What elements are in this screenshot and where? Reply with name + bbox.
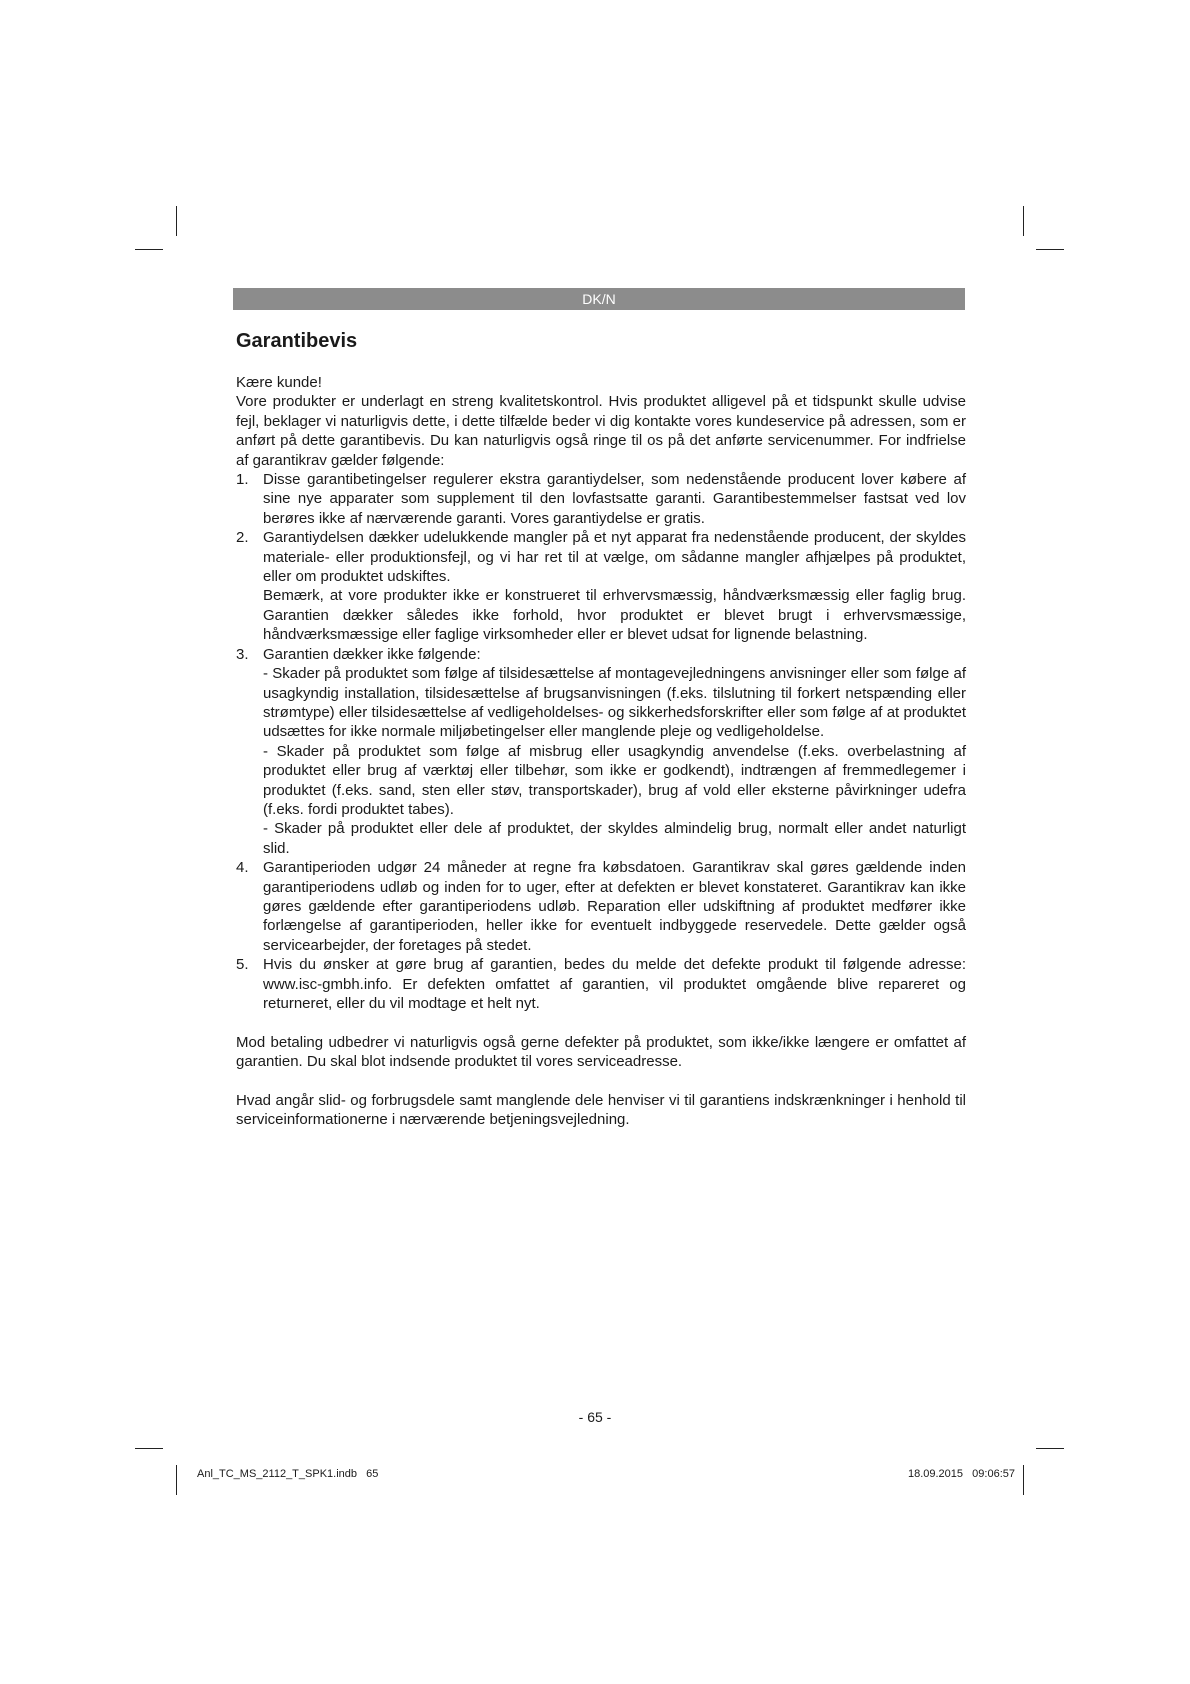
crop-mark-top-left-horizontal [135, 249, 163, 250]
page-title: Garantibevis [236, 330, 358, 352]
list-item-text: - Skader på produktet eller dele af produktet, der skyldes almindelig brug, normalt eller andet naturligt slid. [263, 820, 966, 857]
list-item-text: - Skader på produktet som følge af tilsidesættelse af montagevejledningens anvisninger eller som følge af usagkyndig installation, tilsidesættelse af brugsanvisningen (f.eks. tilslutning til forkert netspænding eller strømtype) eller tilsidesættelse af vedligeholdelses- og sikkerhedsforskrifter eller som følge af at produktet udsættes for ikke normale miljøbetingelser eller manglende pleje og vedligeholdelse. [263, 665, 966, 741]
intro-paragraph: Vore produkter er underlagt en streng kvalitetskontrol. Hvis produktet alligevel på et tidspunkt skulle udvise fejl, beklager vi naturligvis dette, i dette tilfælde beder vi dig kontakte vores kundeservice på adressen, som er anført på dette garantibevis. Du kan naturligvis også ringe til os på det anførte servicenummer. For indfrielse af garantikrav gælder følgende: [236, 393, 966, 469]
list-item-text: Garantiydelsen dækker udelukkende mangler på et nyt apparat fra nedenstående producent, der skyldes materiale- eller produktionsfejl, og vi har ret til at vælge, om sådanne mangler afhjælpes på produktet, eller om produktet udskiftes. [263, 529, 966, 586]
page-number: - 65 - [578, 1409, 612, 1425]
list-item [236, 470, 966, 528]
list-item-number: 4. [236, 859, 249, 877]
closing-paragraph-repairs: Mod betaling udbedrer vi naturligvis også gerne defekter på produktet, som ikke/ikke længere er omfattet af garantien. Du skal blot indsende produktet til vores serviceadresse. [236, 1033, 966, 1071]
warranty-conditions-list [236, 470, 966, 1013]
list-item [236, 528, 966, 644]
closing-paragraph-wear-parts: Hvad angår slid- og forbrugsdele samt manglende dele henviser vi til garantiens indskrænkninger i henhold til serviceinformationerne i nærværende betjeningsvejledning. [236, 1092, 966, 1129]
list-item-text: Disse garantibetingelser regulerer ekstra garantiydelser, som nedenstående producent lover købere af sine nye apparater som supplement til den lovfastsatte garanti. Garantibestemmelser fastsat ved lov berøres ikke af nærværende garanti. Vores garantiydelse er gratis. [263, 471, 966, 527]
list-item-number: 5. [236, 956, 249, 974]
list-item-text: Bemærk, at vore produkter ikke er konstrueret til erhvervsmæssig, håndværksmæssig eller faglig brug. Garantien dækker således ikke forhold, hvor produktet er blevet brugt i erhvervsmæssige, håndværksmæssige eller faglige virksomheder eller er blevet udsat for lignende belastning. [263, 587, 966, 644]
list-item [236, 858, 966, 955]
list-item-text: Hvis du ønsker at gøre brug af garantien, bedes du melde det defekte produkt til følgende adresse: www.isc-gmbh.info. Er defekten omfattet af garantien, vil produktet omgående blive repareret og returneret, eller du vil modtage et helt nyt. [263, 956, 966, 1012]
list-item-text: Garantiperioden udgør 24 måneder at regne fra købsdatoen. Garantikrav skal gøres gældende inden garantiperiodens udløb og inden for to uger, efter at defekten er blevet konstateret. Garantikrav kan ikke gøres gældende efter garantiperiodens udløb. Reparation eller udskiftning af produktet medfører ikke forlængelse af garantiperioden, heller ikke for eventuelt indbyggede reservedele. Dette gælder også servicearbejder, der foretages på stedet. [263, 859, 966, 954]
crop-mark-bottom-left-vertical [176, 1465, 177, 1495]
greeting: Kære kunde! [236, 374, 322, 391]
crop-mark-top-right-horizontal [1036, 249, 1064, 250]
crop-mark-top-left-vertical [176, 206, 177, 236]
warranty-content [236, 373, 966, 1130]
list-item [236, 955, 966, 1013]
list-item-text: - Skader på produktet som følge af misbrug eller usagkyndig anvendelse (f.eks. overbelastning af produktet eller brug af værktøj eller tilbehør, som ikke er godkendt), indtrængen af fremmedlegemer i produktet (f.eks. sand, sten eller støv, transportskader), brug af vold eller eksterne påvirkninger udefra (f.eks. fordi produktet tabes). [263, 742, 966, 818]
list-item-text: Garantien dækker ikke følgende: [263, 645, 481, 663]
language-header-bar: DK/N [233, 288, 965, 310]
crop-mark-top-right-vertical [1023, 206, 1024, 236]
list-item-number: 1. [236, 471, 249, 489]
crop-mark-bottom-right-vertical [1023, 1465, 1024, 1495]
list-item-number: 2. [236, 529, 249, 547]
footer-timestamp: 18.09.2015 09:06:57 [907, 1468, 1015, 1480]
footer-file-name: Anl_TC_MS_2112_T_SPK1.indb 65 [197, 1468, 379, 1480]
list-item [236, 645, 966, 858]
crop-mark-bottom-right-horizontal [1036, 1448, 1064, 1449]
list-item-number: 3. [236, 645, 249, 663]
crop-mark-bottom-left-horizontal [135, 1448, 163, 1449]
